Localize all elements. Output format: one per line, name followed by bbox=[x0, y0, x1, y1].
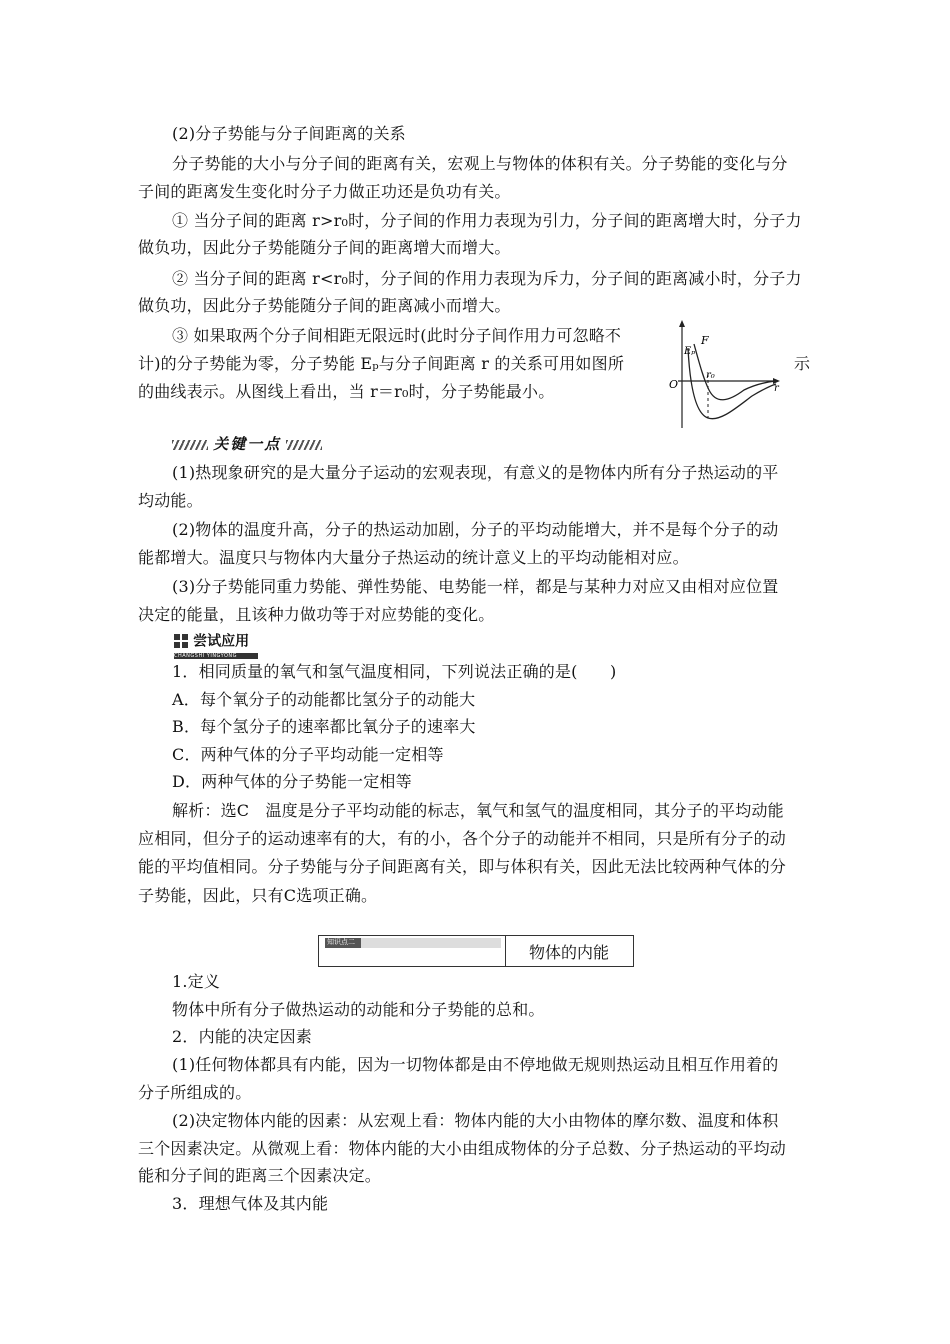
paragraph-line: 做负功，因此分子势能随分子间的距离增大而增大。 bbox=[138, 238, 511, 257]
answer-line: 能的平均值相同。分子势能与分子间距离有关，即与体积有关，因此无法比较两种气体的分 bbox=[138, 857, 787, 876]
paragraph-line: (2)物体的温度升高，分子的热运动加剧，分子的平均动能增大，并不是每个分子的动 bbox=[172, 520, 779, 539]
question-text: 1．相同质量的氧气和氢气温度相同，下列说法正确的是( ) bbox=[172, 662, 617, 681]
paragraph-line: 三个因素决定。从微观上看：物体内能的大小由组成物体的分子总数、分子热运动的平均动 bbox=[138, 1139, 787, 1158]
paragraph-line: ② 当分子间的距离 r<r₀时，分子间的作用力表现为斥力，分子间的距离减小时，分子力 bbox=[172, 269, 802, 288]
paragraph-line: 能和分子间的距离三个因素决定。 bbox=[138, 1166, 382, 1185]
paragraph-line: 计)的分子势能为零，分子势能 Eₚ与分子间距离 r 的关系可用如图所 bbox=[138, 354, 625, 373]
stripe-decoration bbox=[286, 440, 322, 450]
paragraph-line: 分子所组成的。 bbox=[138, 1083, 252, 1102]
option-c: C．两种气体的分子平均动能一定相等 bbox=[172, 745, 444, 764]
answer-line: 子势能，因此，只有C选项正确。 bbox=[138, 886, 378, 905]
header-left-cell bbox=[319, 936, 506, 966]
potential-energy-graph bbox=[664, 318, 790, 430]
knowledge-point-header bbox=[318, 935, 634, 967]
paragraph-line: 能都增大。温度只与物体内大量分子热运动的统计意义上的平均动能相对应。 bbox=[138, 548, 689, 567]
subheading: 1.定义 bbox=[172, 972, 221, 991]
try-apply-title: 尝试应用 bbox=[193, 633, 250, 650]
label-Ep: Eₚ bbox=[684, 346, 696, 357]
paragraph-line: 子间的距离发生变化时分子力做正功还是负功有关。 bbox=[138, 182, 511, 201]
paragraph-line: (1)任何物体都具有内能，因为一切物体都是由不停地做无规则热运动且相互作用着的 bbox=[172, 1055, 779, 1074]
paragraph-line: ① 当分子间的距离 r>r₀时，分子间的作用力表现为引力，分子间的距离增大时，分子力 bbox=[172, 211, 802, 230]
y-axis-arrow bbox=[679, 320, 685, 327]
answer-line: 解析：选C 温度是分子平均动能的标志，氧气和氢气的温度相同，其分子的平均动能 bbox=[172, 801, 784, 820]
paragraph-line: ③ 如果取两个分子间相距无限远时(此时分子间作用力可忽略不 bbox=[172, 326, 622, 345]
knowledge-point-tag: 知识点二 bbox=[327, 938, 355, 946]
paragraph-line-tail: 示 bbox=[794, 354, 811, 373]
paragraph-line: 分子势能的大小与分子间的距离有关，宏观上与物体的体积有关。分子势能的变化与分 bbox=[172, 154, 788, 173]
paragraph-line: 做负功，因此分子势能随分子间的距离减小而增大。 bbox=[138, 296, 511, 315]
paragraph-line: (3)分子势能同重力势能、弹性势能、电势能一样，都是与某种力对应又由相对应位置 bbox=[172, 577, 779, 596]
stripe-decoration bbox=[172, 440, 208, 450]
paragraph-line: 的曲线表示。从图线上看出，当 r＝r₀时，分子势能最小。 bbox=[138, 382, 555, 401]
label-r0: r₀ bbox=[706, 370, 715, 381]
option-b: B．每个氢分子的速率都比氧分子的速率大 bbox=[172, 717, 476, 736]
paragraph-line: (2)决定物体内能的因素：从宏观上看：物体内能的大小由物体的摩尔数、温度和体积 bbox=[172, 1111, 779, 1130]
paragraph-line: 物体中所有分子做热运动的动能和分子势能的总和。 bbox=[172, 1000, 545, 1019]
try-apply-banner bbox=[174, 630, 258, 659]
option-d: D．两种气体的分子势能一定相等 bbox=[172, 772, 412, 791]
section-title: 物体的内能 bbox=[529, 943, 610, 962]
paragraph-line: 均动能。 bbox=[138, 491, 203, 510]
grid-icon bbox=[174, 634, 188, 648]
key-point-title: 关键一点 bbox=[213, 435, 282, 453]
subheading: 2．内能的决定因素 bbox=[172, 1027, 312, 1046]
label-F: F bbox=[701, 334, 709, 347]
paragraph-line: (1)热现象研究的是大量分子运动的宏观表现，有意义的是物体内所有分子热运动的平 bbox=[172, 463, 779, 482]
section-heading: (2)分子势能与分子间距离的关系 bbox=[172, 124, 406, 143]
try-apply-subtitle: CHANGSHI YINGYONG bbox=[174, 653, 258, 659]
label-O: O bbox=[669, 378, 679, 391]
paragraph-line: 决定的能量，且该种力做功等于对应势能的变化。 bbox=[138, 605, 495, 624]
option-a: A．每个氧分子的动能都比氢分子的动能大 bbox=[172, 690, 476, 709]
label-r: r bbox=[774, 383, 779, 394]
key-point-banner bbox=[172, 433, 322, 454]
answer-line: 应相同，但分子的运动速率有的大，有的小，各个分子的动能并不相同，只是所有分子的动 bbox=[138, 829, 787, 848]
subheading: 3．理想气体及其内能 bbox=[172, 1194, 329, 1213]
